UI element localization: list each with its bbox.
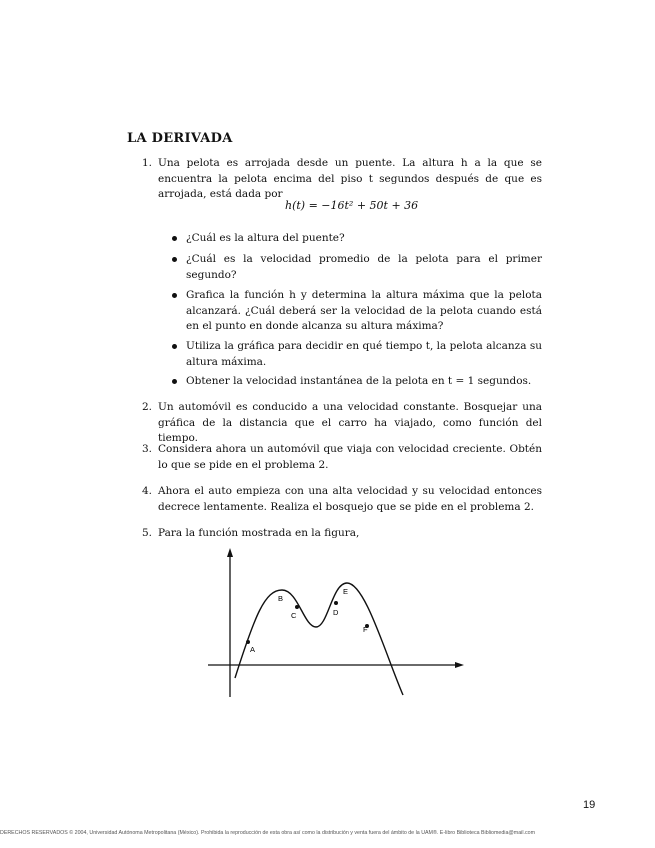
- bullet-text: Utiliza la gráfica para decidir en qué tiempo t, la pelota alcanza su altura máxima.: [186, 340, 542, 368]
- problem-1: [142, 156, 542, 203]
- problem-number: 3.: [142, 443, 153, 455]
- point-c: [295, 605, 299, 609]
- point-label-c: C: [291, 611, 297, 620]
- problem-4: [142, 484, 542, 515]
- bullet-item: [172, 288, 542, 335]
- function-curve: [235, 583, 403, 695]
- problem-number: 2.: [142, 401, 153, 413]
- bullet-item: [172, 231, 542, 247]
- bullet-dot: [172, 344, 177, 349]
- point-a: [246, 640, 250, 644]
- bullet-text: ¿Cuál es la altura del puente?: [186, 232, 345, 244]
- problem-text: Un automóvil es conducido a una velocidad constante. Bosquejar una gráfica de la distancia que el carro ha viajado, como función del tiempo.: [158, 401, 542, 444]
- problem-text: Ahora el auto empieza con una alta velocidad y su velocidad entonces decrece lentamente. Realiza el bosquejo que se pide en el problema 2.: [158, 485, 542, 513]
- problem-number: 4.: [142, 485, 153, 497]
- section-heading: LA DERIVADA: [127, 131, 233, 146]
- bullet-item: [172, 374, 542, 390]
- problem-2: [142, 400, 542, 447]
- bullet-text: Grafica la función h y determina la altura máxima que la pelota alcanzará. ¿Cuál deberá ser la velocidad de la pelota cuando está en el punto en donde alcanza su altura máxima?: [186, 289, 542, 332]
- problem-5: [142, 526, 542, 542]
- bullet-text: Obtener la velocidad instantánea de la pelota en t = 1 segundos.: [186, 375, 532, 387]
- problem-3: [142, 442, 542, 473]
- bullet-item: [172, 339, 542, 370]
- problem-text: Para la función mostrada en la figura,: [158, 527, 360, 539]
- bullet-dot: [172, 236, 177, 241]
- height-formula: h(t) = −16t² + 50t + 36: [285, 199, 419, 212]
- point-label-f: F: [363, 625, 368, 634]
- point-d: [334, 601, 338, 605]
- point-label-d: D: [333, 608, 339, 617]
- copyright-footer: DERECHOS RESERVADOS © 2004, Universidad Autónoma Metropolitana (México). Prohibida la reproducción de esta obra así como la distribución y venta fuera del ámbito de la UAM®. E-libro Biblioteca Bibliomedia@mail.com: [0, 830, 535, 836]
- bullet-item: [172, 252, 542, 283]
- x-axis-arrow: [455, 662, 464, 668]
- point-label-a: A: [250, 645, 256, 654]
- y-axis-arrow: [227, 548, 233, 557]
- page-number: 19: [583, 799, 596, 811]
- point-label-b: B: [278, 594, 284, 603]
- bullet-dot: [172, 379, 177, 384]
- problem-number: 5.: [142, 527, 153, 539]
- bullet-dot: [172, 293, 177, 298]
- problem-text: Una pelota es arrojada desde un puente. La altura h a la que se encuentra la pelota encima del piso t segundos después de que es arrojada, está dada por: [158, 157, 542, 200]
- function-graph: [200, 545, 470, 700]
- problem-number: 1.: [142, 157, 153, 169]
- bullet-text: ¿Cuál es la velocidad promedio de la pelota para el primer segundo?: [186, 253, 542, 281]
- point-label-e: E: [343, 587, 349, 596]
- bullet-dot: [172, 257, 177, 262]
- problem-text: Considera ahora un automóvil que viaja con velocidad creciente. Obtén lo que se pide en el problema 2.: [158, 443, 542, 471]
